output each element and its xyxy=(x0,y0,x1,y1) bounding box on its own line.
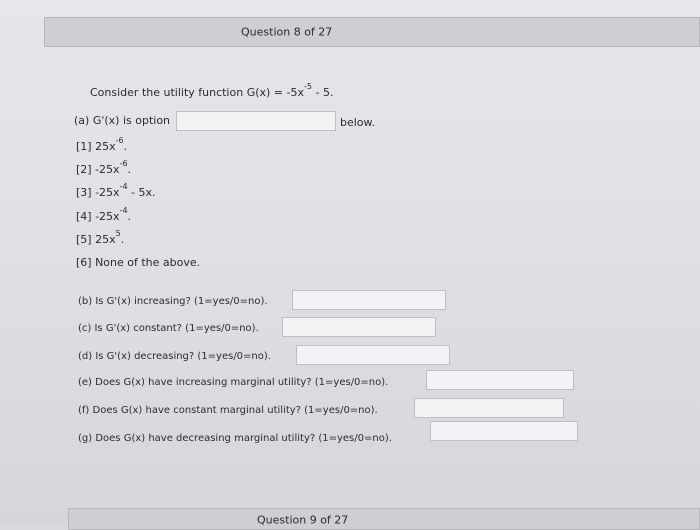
question-number: Question 8 of 27 xyxy=(241,25,333,39)
part-a-answer-input[interactable] xyxy=(176,111,336,131)
option-6: [6] None of the above. xyxy=(76,256,201,269)
question-g-label: (g) Does G(x) have decreasing marginal utility? (1=yes/0=no). xyxy=(78,433,392,444)
option-5: [5] $25x^5$. xyxy=(76,229,125,246)
question-b-label: (b) Is G'(x) increasing? (1=yes/0=no). xyxy=(78,296,268,307)
question-c-label: (c) Is G'(x) constant? (1=yes/0=no). xyxy=(78,323,259,334)
question-f-label: (f) Does G(x) have constant marginal utility? (1=yes/0=no). xyxy=(78,405,378,416)
question-header-bar xyxy=(44,17,700,47)
option-1: [1] $25x^{-6}$. xyxy=(76,136,128,153)
question-c-answer-input[interactable] xyxy=(282,317,436,337)
next-question-number: Question 9 of 27 xyxy=(257,513,349,527)
question-d-answer-input[interactable] xyxy=(296,345,450,365)
option-4: [4] $-25x^{-4}$. xyxy=(76,206,132,223)
problem-statement xyxy=(90,82,334,100)
question-e-answer-input[interactable] xyxy=(426,370,574,390)
question-d-label: (d) Is G'(x) decreasing? (1=yes/0=no). xyxy=(78,351,271,362)
question-e-label: (e) Does G(x) have increasing marginal utility? (1=yes/0=no). xyxy=(78,377,389,388)
option-2: [2] $-25x^{-6}$. xyxy=(76,159,132,176)
prompt-text: Consider the utility function G(x) = -5x xyxy=(90,86,304,99)
part-a-suffix: below. xyxy=(340,116,376,129)
next-question-bar xyxy=(68,508,700,530)
question-f-answer-input[interactable] xyxy=(414,398,564,418)
prompt-exponent: -5 xyxy=(304,82,312,92)
question-g-answer-input[interactable] xyxy=(430,421,578,441)
prompt-tail: - 5. xyxy=(311,86,334,99)
question-b-answer-input[interactable] xyxy=(292,290,446,310)
option-3: [3] $-25x^{-4} - 5x$. xyxy=(76,182,156,199)
part-a-label: (a) G'(x) is option xyxy=(74,114,171,127)
